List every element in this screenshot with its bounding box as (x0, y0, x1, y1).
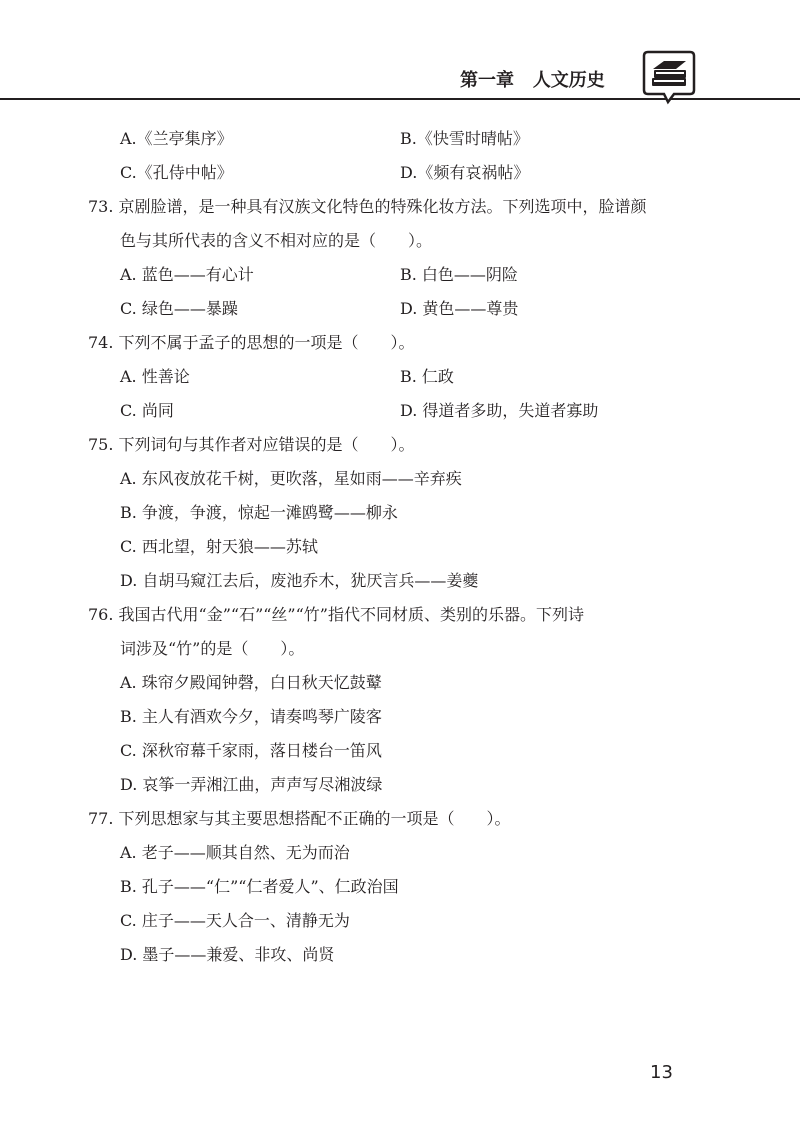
question-74 (88, 326, 728, 360)
option-b: B. 主人有酒欢今夕，请奏鸣琴广陵客 (120, 707, 382, 726)
option-a: A.《兰亭集序》 (120, 129, 233, 148)
options-grid (88, 122, 728, 190)
question-text: 色与其所代表的含义不相对应的是（ ）。 (120, 231, 433, 250)
page-header (0, 0, 800, 110)
option-b: B. 孔子——“仁”“仁者爱人”、仁政治国 (120, 877, 399, 896)
option-c: C. 绿色——暴躁 (120, 299, 238, 318)
option-a: A. 蓝色——有心计 (120, 265, 254, 284)
question-77 (88, 802, 728, 836)
book-icon (642, 48, 696, 106)
option-a: A. 东风夜放花千树，更吹落，星如雨——辛弃疾 (120, 469, 462, 488)
option-b: B. 白色——阴险 (400, 265, 518, 284)
question-75 (88, 428, 728, 462)
options-list (88, 836, 728, 972)
option-d: D. 得道者多助，失道者寡助 (400, 401, 599, 420)
page-body (88, 122, 728, 972)
option-c: C. 深秋帘幕千家雨，落日楼台一笛风 (120, 741, 382, 760)
question-text: 词涉及“竹”的是（ ）。 (120, 639, 305, 658)
question-text: 76. 我国古代用“金”“石”“丝”“竹”指代不同材质、类别的乐器。下列诗 (88, 605, 584, 624)
question-text: 73. 京剧脸谱，是一种具有汉族文化特色的特殊化妆方法。下列选项中，脸谱颜 (88, 197, 647, 216)
option-b: B. 仁政 (400, 367, 454, 386)
question-73 (88, 190, 728, 258)
option-b: B.《快雪时晴帖》 (400, 129, 529, 148)
question-text: 77. 下列思想家与其主要思想搭配不正确的一项是（ ）。 (88, 809, 511, 828)
question-text: 74. 下列不属于孟子的思想的一项是（ ）。 (88, 333, 415, 352)
option-b: B. 争渡，争渡，惊起一滩鸥鹭——柳永 (120, 503, 398, 522)
option-d: D. 黄色——尊贵 (400, 299, 519, 318)
option-c: C.《孔侍中帖》 (120, 163, 233, 182)
option-a: A. 珠帘夕殿闻钟磬，白日秋天忆鼓鼙 (120, 673, 382, 692)
option-d: D. 自胡马窥江去后，废池乔木，犹厌言兵——姜夔 (120, 571, 479, 590)
option-c: C. 庄子——天人合一、清静无为 (120, 911, 350, 930)
page-number: 13 (650, 1062, 673, 1083)
chapter-title: 第一章 人文历史 (460, 70, 605, 91)
question-text: 75. 下列词句与其作者对应错误的是（ ）。 (88, 435, 415, 454)
option-a: A. 老子——顺其自然、无为而治 (120, 843, 350, 862)
options-list (88, 462, 728, 598)
option-a: A. 性善论 (120, 367, 190, 386)
option-d: D.《频有哀祸帖》 (400, 163, 530, 182)
options-grid (88, 258, 728, 326)
option-c: C. 西北望，射天狼——苏轼 (120, 537, 318, 556)
option-d: D. 墨子——兼爱、非攻、尚贤 (120, 945, 335, 964)
option-d: D. 哀筝一弄湘江曲，声声写尽湘波绿 (120, 775, 383, 794)
question-76 (88, 598, 728, 666)
options-grid (88, 360, 728, 428)
option-c: C. 尚同 (120, 401, 174, 420)
options-list (88, 666, 728, 802)
